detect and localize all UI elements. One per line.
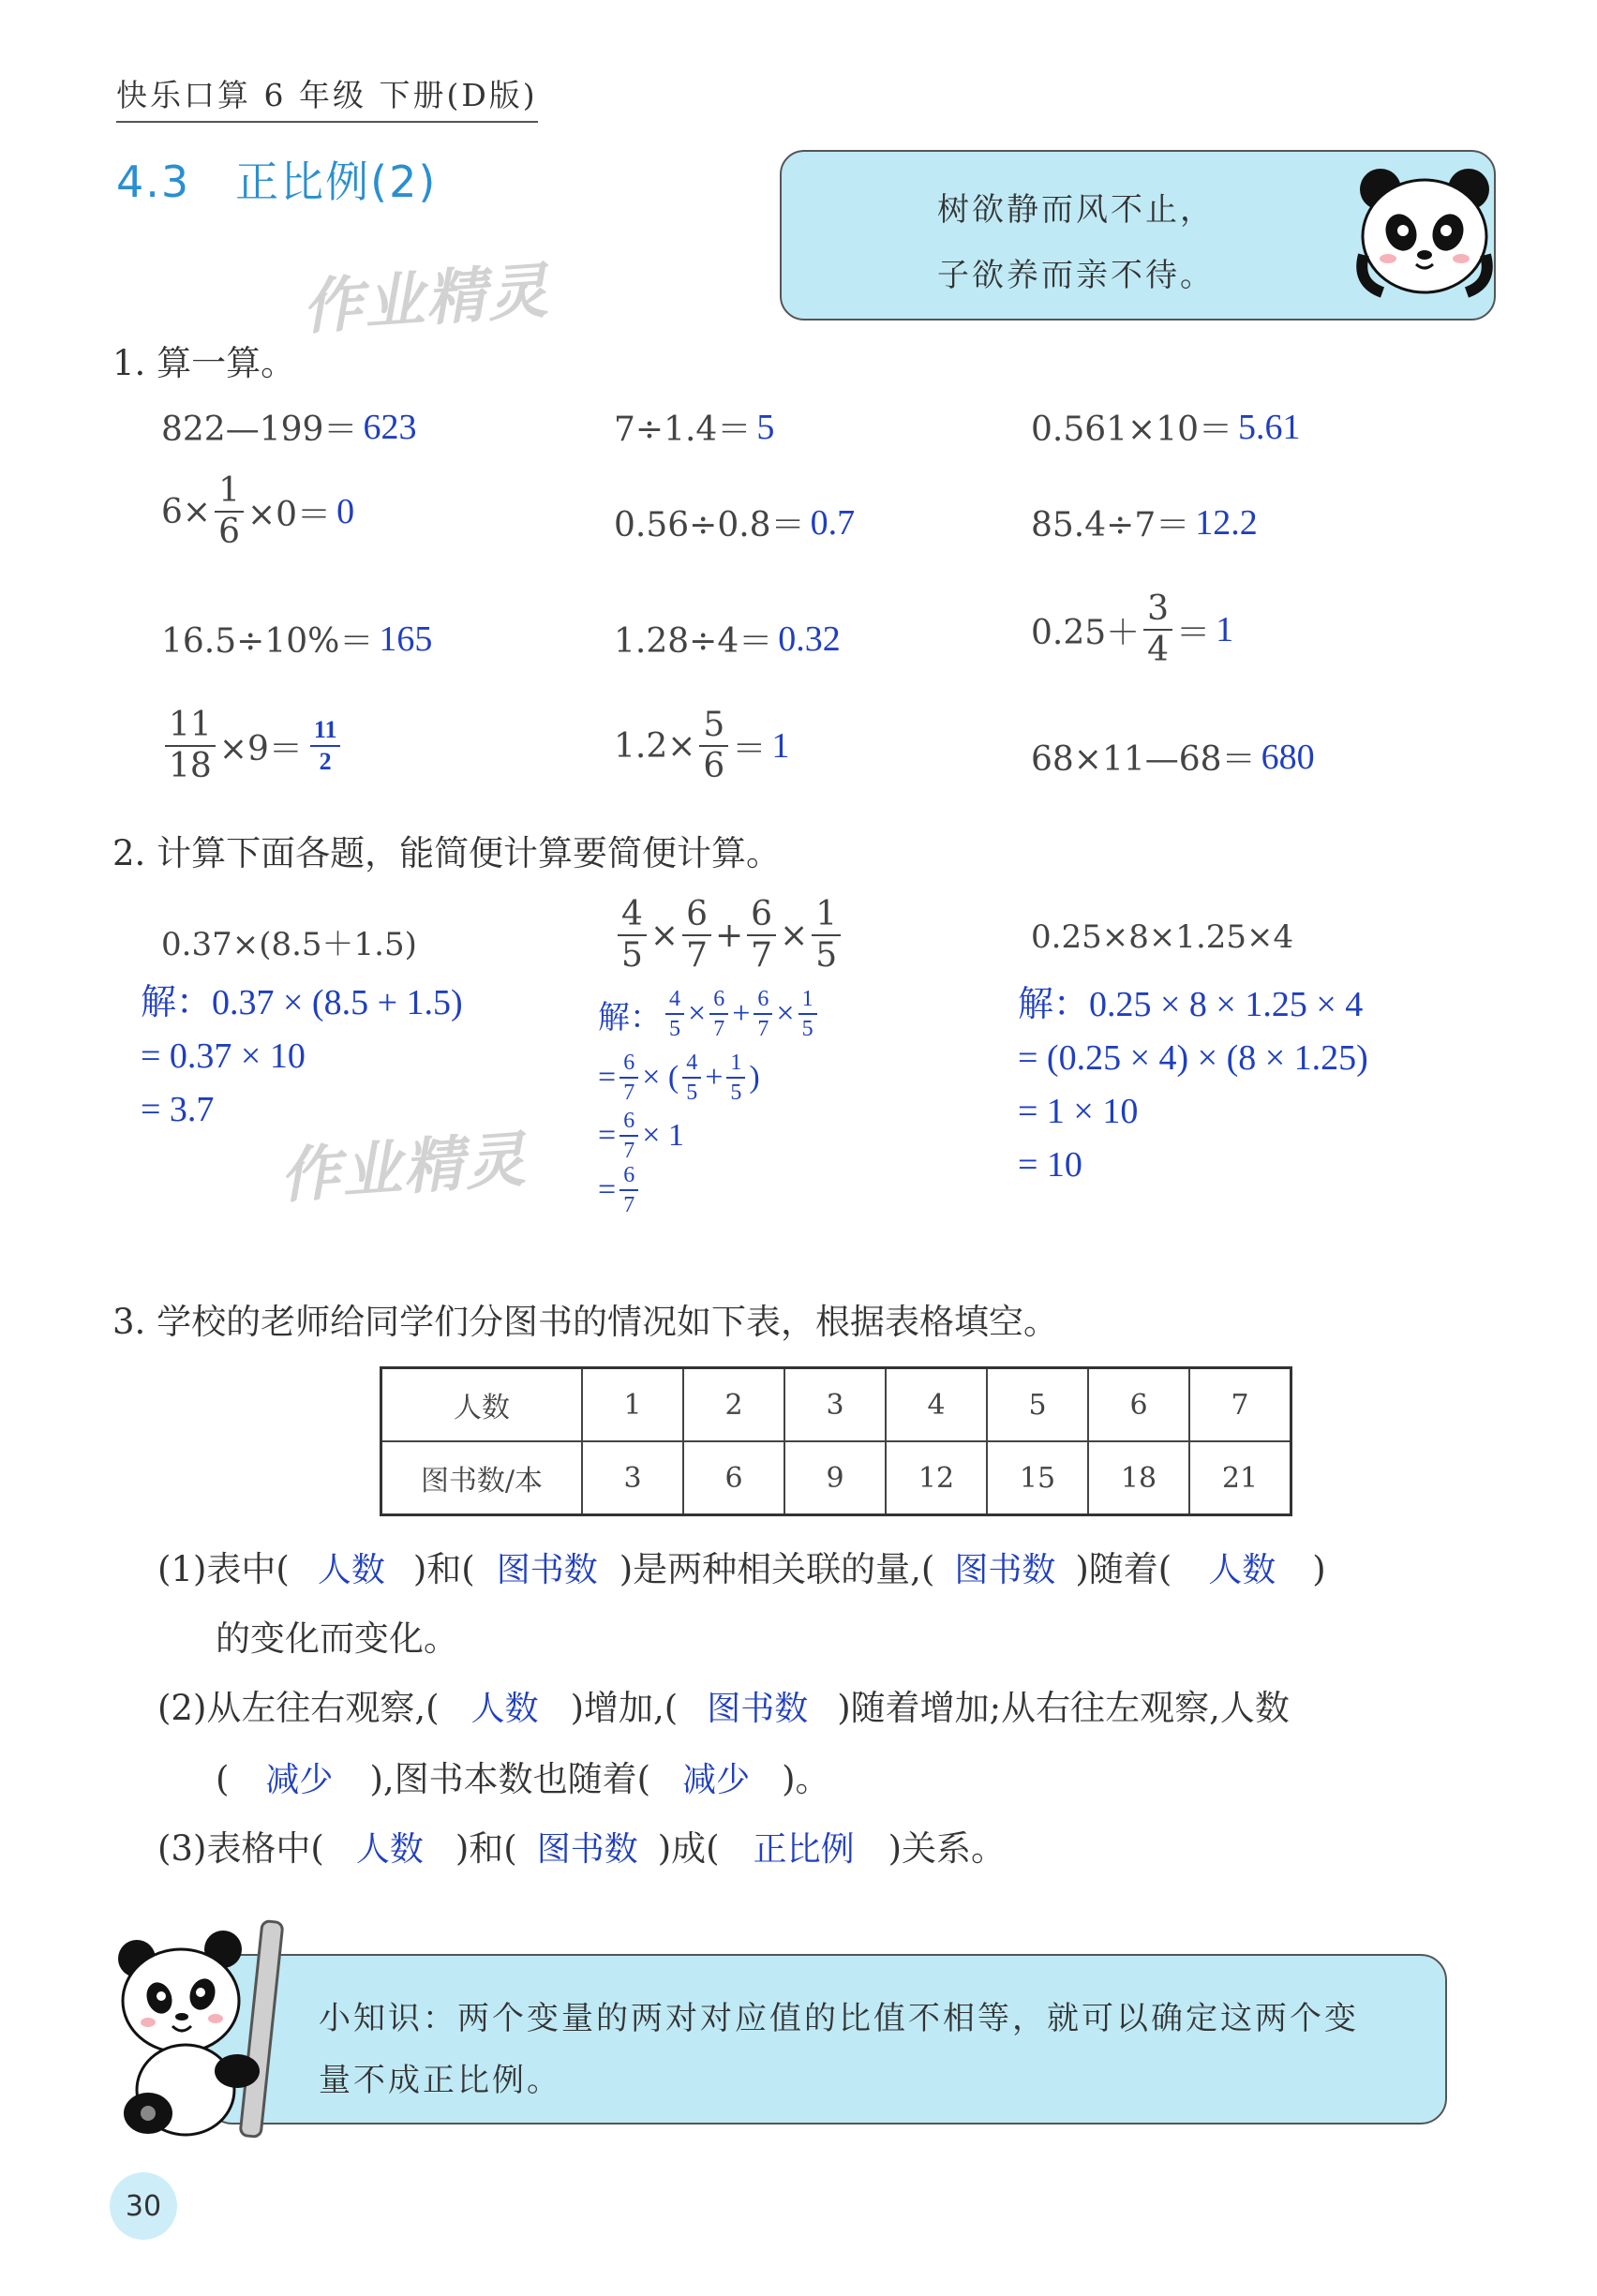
q1-item: 0.56÷0.8＝ 0.7 (614, 502, 856, 544)
fraction: $\frac{5}{6}$ (699, 708, 728, 783)
q1-item: 85.4÷7＝ 12.2 (1031, 502, 1258, 544)
answer: 1 (771, 726, 790, 766)
q2-solution-1-step-1: 解：0.37 × (8.5 + 1.5) (141, 983, 463, 1022)
table-cell: 6 (683, 1441, 784, 1515)
page-number: 30 (110, 2172, 177, 2240)
q2-solution-3-step-2: = (0.25 × 4) × (8 × 1.25) (1018, 1038, 1368, 1078)
panda-with-brush-icon (111, 1912, 298, 2146)
q1-item: 0.561×10＝ 5.61 (1031, 407, 1301, 449)
table-cell: 21 (1189, 1441, 1291, 1515)
table-cell: 3 (784, 1368, 886, 1442)
q3-fill-2: (2)从左往右观察,( 人数 )增加,( 图书数 )随着增加;从右往左观察,人数 (157, 1679, 1290, 1730)
q3-fill-2-cont: ( 减少 ),图书本数也随着( 减少 )。 (216, 1751, 830, 1801)
quote-line-2: 子欲养而亲不待。 (937, 257, 1215, 294)
book-header: 快乐口算 6 年级 下册(D版) (116, 71, 538, 123)
fill-answer: 人数 (470, 1690, 539, 1728)
q2-problem-2: $\frac{4}{5}$ × $\frac{6}{7}$ + $\frac{6}{7}$ × $\frac{1}{5}$ (614, 898, 844, 973)
q1-item: 0.25＋ $\frac{3}{4}$ ＝ 1 (1031, 589, 1234, 669)
tip-line-1: 小知识：两个变量的两对对应值的比值不相等，就可以确定这两个变 (319, 2000, 1359, 2037)
answer: 1 (1216, 610, 1234, 649)
q3-fill-1-cont: 的变化而变化。 (216, 1618, 458, 1659)
answer: 5.61 (1238, 407, 1301, 447)
table-cell: 1 (582, 1368, 683, 1442)
q2-solution-2-step-1: 解： $\frac{4}{5}$ × $\frac{6}{7}$ + $\frac{6}{7}$ × $\frac{1}{5}$ (598, 988, 821, 1040)
table-cell: 18 (1088, 1441, 1189, 1515)
question-2-label: 2. 计算下面各题，能简便计算要简便计算。 (112, 833, 782, 873)
table-header-cell: 图书数/本 (381, 1441, 583, 1515)
answer: 165 (379, 619, 433, 659)
fill-answer: 图书数 (496, 1551, 598, 1589)
q2-solution-2-step-3: = $\frac{6}{7}$ × 1 (598, 1109, 684, 1163)
q2-solution-3-step-4: = 10 (1018, 1145, 1082, 1185)
q2-solution-3-step-3: = 1 × 10 (1018, 1092, 1139, 1131)
answer: 0 (336, 492, 355, 531)
table-cell: 9 (784, 1441, 886, 1515)
q3-fill-1: (1)表中( 人数 )和( 图书数 )是两种相关联的量,( 图书数 )随着( 人数 ) (157, 1541, 1326, 1591)
panda-head-icon (1354, 161, 1495, 302)
table-cell: 4 (886, 1368, 987, 1442)
fill-answer: 人数 (317, 1551, 385, 1589)
answer: 5 (756, 407, 775, 447)
table-row (381, 1368, 1291, 1442)
answer: 12.2 (1195, 502, 1258, 543)
tip-line-2: 量不成正比例。 (319, 2062, 561, 2099)
watermark: 作业精灵 (300, 256, 552, 344)
table-cell: 12 (886, 1441, 987, 1515)
section-title: 4.3 正比例(2) (116, 157, 438, 207)
fill-answer: 图书数 (707, 1690, 809, 1728)
fraction: $\frac{11}{18}$ (165, 708, 216, 783)
watermark: 作业精灵 (277, 1125, 530, 1213)
q2-solution-2-step-2: = $\frac{6}{7}$ × ( $\frac{4}{5}$ + $\frac{1}{5}$ ) (598, 1051, 760, 1105)
fill-answer: 正比例 (753, 1830, 855, 1869)
q1-item: 16.5÷10%＝ 165 (161, 619, 433, 661)
table-cell: 6 (1088, 1368, 1189, 1442)
q2-solution-1-step-3: = 3.7 (141, 1090, 215, 1129)
fraction: $\frac{1}{6}$ (215, 474, 244, 549)
answer: 623 (363, 407, 417, 447)
table-cell: 15 (987, 1441, 1088, 1515)
fill-answer: 人数 (1208, 1551, 1276, 1589)
q2-problem-1: 0.37×(8.5＋1.5) (161, 926, 417, 963)
fill-answer: 图书数 (536, 1830, 638, 1869)
q1-item: 7÷1.4＝ 5 (614, 407, 775, 449)
question-3-label: 3. 学校的老师给同学们分图书的情况如下表，根据表格填空。 (112, 1302, 1059, 1342)
answer: 0.7 (810, 502, 856, 543)
table-cell: 3 (582, 1441, 683, 1515)
quote-line-1: 树欲静而风不止， (937, 191, 1215, 229)
q1-item: 822—199＝ 623 (161, 407, 417, 449)
table-header-cell: 人数 (381, 1368, 583, 1442)
table-row (381, 1441, 1291, 1515)
table-cell: 5 (987, 1368, 1088, 1442)
question-1-label: 1. 算一算。 (112, 343, 296, 383)
q1-item: 68×11—68＝ 680 (1031, 737, 1315, 779)
fill-answer: 减少 (265, 1761, 334, 1799)
fill-answer: 减少 (682, 1761, 751, 1799)
fill-answer: 人数 (355, 1830, 424, 1869)
fill-answer: 图书数 (954, 1551, 1056, 1589)
q2-problem-3: 0.25×8×1.25×4 (1031, 918, 1294, 956)
q2-solution-2-step-4: = $\frac{6}{7}$ (598, 1164, 642, 1216)
q1-item: 1.2× $\frac{5}{6}$ ＝ 1 (614, 706, 790, 785)
books-table (380, 1366, 1292, 1516)
q1-item: 6× $\frac{1}{6}$ ×0＝ 0 (161, 471, 355, 551)
table-cell: 7 (1189, 1368, 1291, 1442)
answer: 0.32 (778, 619, 841, 659)
q2-solution-3-step-1: 解：0.25 × 8 × 1.25 × 4 (1018, 985, 1364, 1024)
q1-item: 1.28÷4＝ 0.32 (614, 619, 841, 661)
answer-fraction: $\frac{11}{2}$ (310, 718, 341, 774)
fraction: $\frac{3}{4}$ (1143, 592, 1172, 667)
q1-item: $\frac{11}{18}$ ×9＝ $\frac{11}{2}$ (161, 708, 344, 783)
table-cell: 2 (683, 1368, 784, 1442)
answer: 680 (1261, 737, 1315, 777)
q2-solution-1-step-2: = 0.37 × 10 (141, 1036, 306, 1076)
q3-fill-3: (3)表格中( 人数 )和( 图书数 )成( 正比例 )关系。 (157, 1820, 1006, 1871)
